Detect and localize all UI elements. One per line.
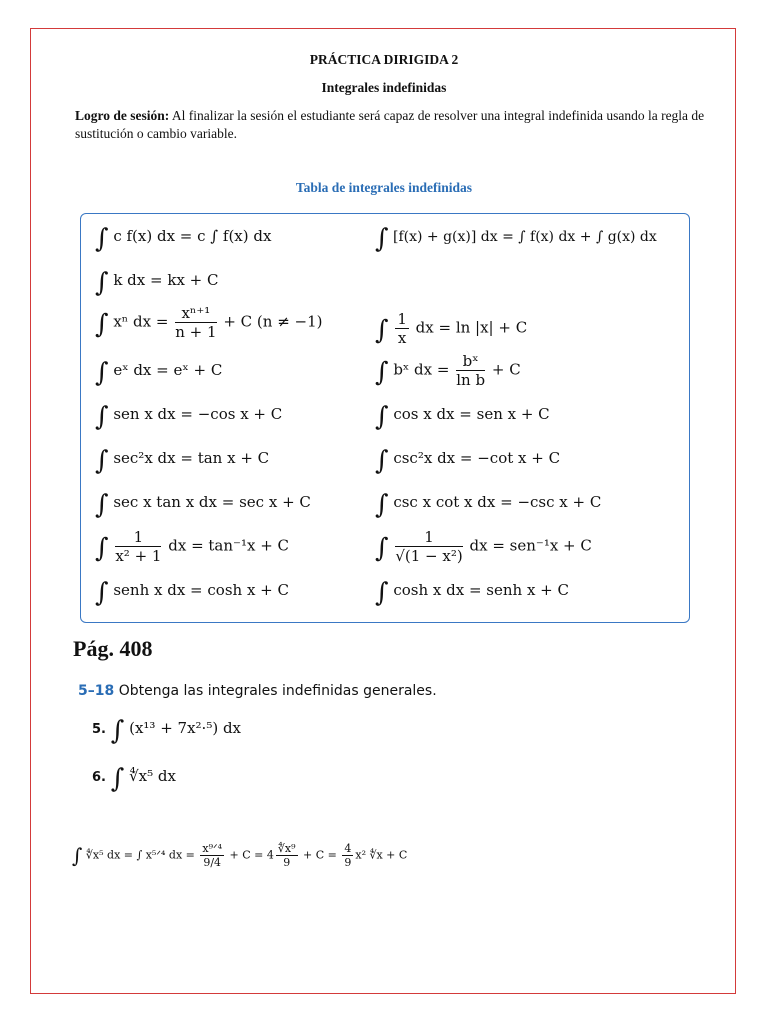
formula-cosh: ∫ cosh x dx = senh x + C xyxy=(375,578,569,608)
logro-label: Logro de sesión: xyxy=(75,108,170,123)
integral-sign: ∫ xyxy=(375,446,389,476)
table-title: Tabla de integrales indefinidas xyxy=(295,180,473,195)
integral-sign: ∫ xyxy=(375,402,389,432)
logro-paragraph xyxy=(75,107,715,143)
exercise-number: 6. xyxy=(92,770,106,785)
formula-constant-multiple: ∫ c f(x) dx = c ∫ f(x) dx xyxy=(95,224,272,254)
integral-sign: ∫ xyxy=(95,578,109,608)
formula-arcsin: ∫ $\frac{1}{\text{√(1 − x²)}}$ dx = sen⁻¹x + C xyxy=(375,528,592,565)
formula-csc-squared: ∫ csc²x dx = −cot x + C xyxy=(375,446,561,476)
integral-sign: ∫ xyxy=(375,578,389,608)
fraction: $\frac{1}{x}$ xyxy=(397,310,407,347)
formula-sec-squared: ∫ sec²x dx = tan x + C xyxy=(95,446,270,476)
page-reference: Pág. 408 xyxy=(73,636,153,661)
formula-cosine: ∫ cos x dx = sen x + C xyxy=(375,402,550,432)
formula-csc-cot: ∫ csc x cot x dx = −csc x + C xyxy=(375,490,602,520)
integral-sign: ∫ xyxy=(375,224,389,254)
logro-text: Al finalizar la sesión el estudiante será capaz de resolver una integral indefinida usando la regla de sustitución o cambio variable. xyxy=(75,108,705,141)
integral-sign: ∫ xyxy=(95,533,109,564)
integral-sign: ∫ xyxy=(375,357,389,388)
fraction: $\frac{\text{bˣ}}{\text{ln b}}$ xyxy=(456,352,486,389)
formula-power-rule: ∫ xⁿ dx = $\frac{\text{xⁿ⁺¹}}{n + 1}$ + C (n ≠ −1) xyxy=(95,304,323,341)
integral-sign: ∫ xyxy=(95,446,109,476)
integral-sign: ∫ xyxy=(375,315,389,346)
fraction: $\frac{\text{x⁹ᐟ⁴}}{9/4}$ xyxy=(202,842,223,869)
formula-exponential: ∫ eˣ dx = eˣ + C xyxy=(95,358,223,388)
formula-senh: ∫ senh x dx = cosh x + C xyxy=(95,578,289,608)
integral-sign: ∫ xyxy=(95,358,109,388)
integral-sign: ∫ xyxy=(110,764,125,794)
formula-arctan: ∫ $\frac{1}{\text{x² + 1}}$ dx = tan⁻¹x + C xyxy=(95,528,290,565)
integral-sign: ∫ xyxy=(375,490,389,520)
formula-reciprocal: ∫ $\frac{1}{x}$ dx = ln |x| + C xyxy=(375,310,528,347)
exercise-range: 5–18 xyxy=(78,683,115,699)
integral-sign: ∫ xyxy=(72,843,83,868)
fraction: $\frac{1}{\text{√(1 − x²)}}$ xyxy=(395,528,463,565)
formula-general-exponential: ∫ bˣ dx = $\frac{\text{bˣ}}{\text{ln b}}$ + C xyxy=(375,352,521,389)
fraction: $\frac{4}{9}$ xyxy=(344,842,352,869)
integral-sign: ∫ xyxy=(110,716,125,746)
page-subtitle: Integrales indefinidas xyxy=(321,80,447,95)
integral-sign: ∫ xyxy=(95,402,109,432)
formula-sine: ∫ sen x dx = −cos x + C xyxy=(95,402,283,432)
page-title: PRÁCTICA DIRIGIDA 2 xyxy=(309,52,459,67)
exercise-5: 5. ∫ (x¹³ + 7x²·⁵) dx xyxy=(92,716,242,746)
fraction: $\frac{\text{xⁿ⁺¹}}{n + 1}$ xyxy=(175,304,217,341)
formula-constant: ∫ k dx = kx + C xyxy=(95,268,219,298)
integral-sign: ∫ xyxy=(95,490,109,520)
integral-sign: ∫ xyxy=(95,224,109,254)
handwritten-solution: ∫ ∜x⁵ dx = ∫ x⁵ᐟ⁴ dx = $\frac{\text{x⁹ᐟ⁴}}{9/4}$ + C = 4 $\frac{\text{∜x⁹}}{9}$ + C = $\frac{4}{9}$ x² ∜x + C xyxy=(72,842,408,869)
exercise-instruction: 5–18 Obtenga las integrales indefinidas generales. xyxy=(78,683,437,699)
exercise-6: 6. ∫ ∜x⁵ dx xyxy=(92,764,176,794)
exercise-number: 5. xyxy=(92,722,106,737)
integral-sign: ∫ xyxy=(95,309,109,340)
fraction: $\frac{\text{∜x⁹}}{9}$ xyxy=(277,842,296,869)
integral-sign: ∫ xyxy=(95,268,109,298)
formula-sec-tan: ∫ sec x tan x dx = sec x + C xyxy=(95,490,311,520)
formula-sum-rule: ∫ [f(x) + g(x)] dx = ∫ f(x) dx + ∫ g(x) dx xyxy=(375,224,657,254)
integral-sign: ∫ xyxy=(375,533,389,564)
fraction: $\frac{1}{\text{x² + 1}}$ xyxy=(115,528,162,565)
